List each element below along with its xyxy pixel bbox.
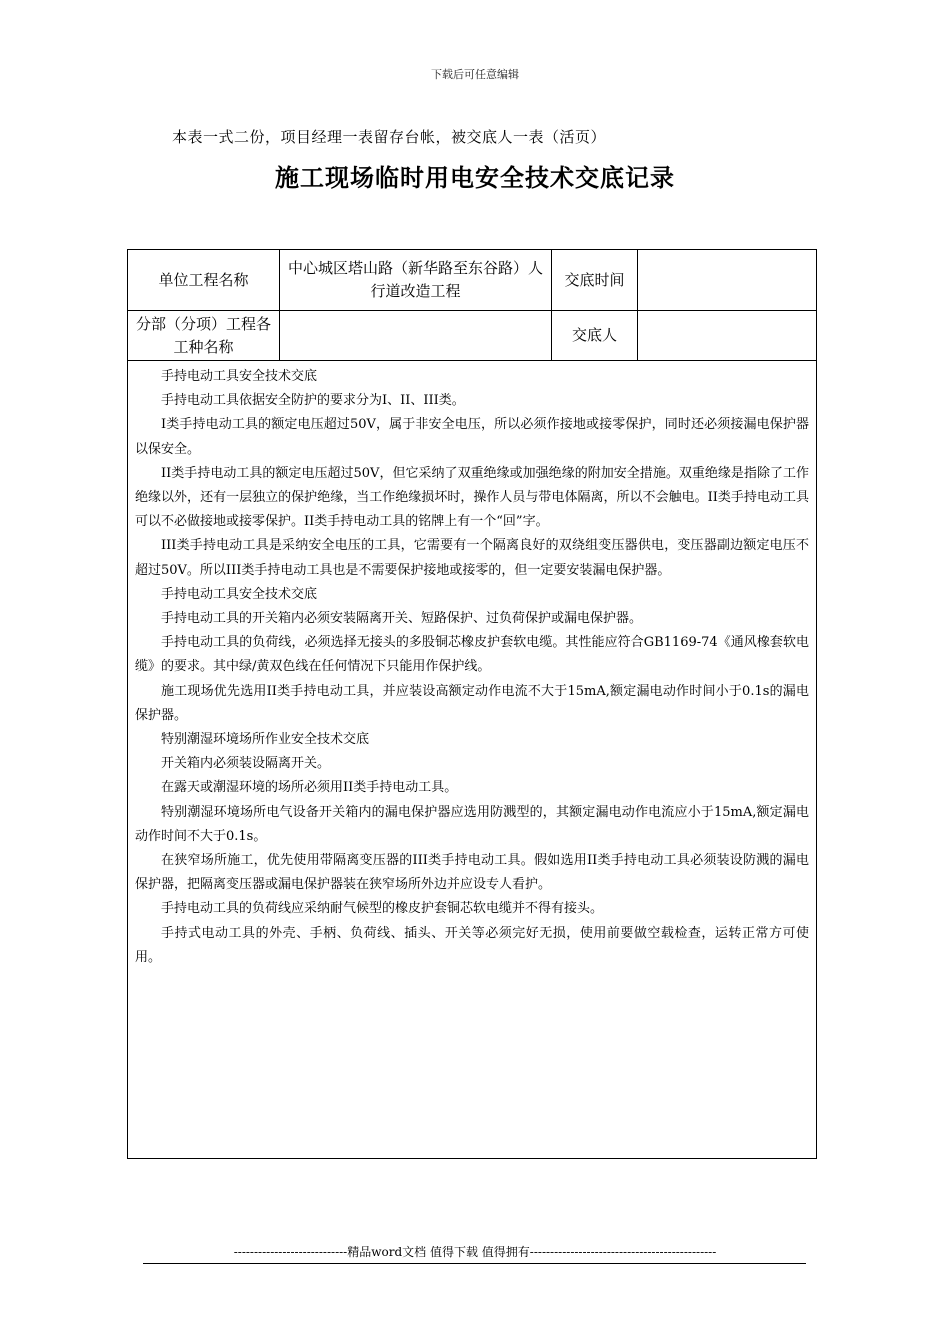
handover-person-label: 交底人 — [552, 311, 638, 361]
content-paragraph: III类手持电动工具是采纳安全电压的工具，它需要有一个隔离良好的双绕组变压器供电，变压器副边额定电压不超过50V。所以III类手持电动工具也是不需要保护接地或接零的，但一定要安装漏电保护器。 — [135, 538, 809, 578]
content-paragraph: 手持电动工具依据安全防护的要求分为I、II、III类。 — [161, 393, 465, 409]
content-paragraph: 手持电动工具的开关箱内必须安装隔离开关、短路保护、过负荷保护或漏电保护器。 — [161, 611, 643, 627]
table-row — [128, 361, 817, 1159]
content-paragraph: 特别潮湿环境场所作业安全技术交底 — [161, 732, 370, 748]
page-title: 施工现场临时用电安全技术交底记录 — [275, 163, 675, 192]
content-paragraph: 手持式电动工具的外壳、手柄、负荷线、插头、开关等必须完好无损，使用前要做空载检查，运转正常方可使用。 — [135, 925, 809, 965]
content-paragraph: 手持电动工具的负荷线，必须选择无接头的多股铜芯橡皮护套软电缆。其性能应符合GB1169-74《通风橡套软电缆》的要求。其中绿/黄双色线在任何情况下只能用作保护线。 — [135, 635, 809, 675]
sub-project-label: 分部（分项）工程各工种名称 — [128, 311, 280, 361]
footer-divider — [143, 1263, 806, 1264]
table-row — [128, 250, 817, 311]
content-paragraph: I类手持电动工具的额定电压超过50V，属于非安全电压，所以必须作接地或接零保护，同时还必须接漏电保护器以保安全。 — [135, 417, 809, 457]
header-note: 下载后可任意编辑 — [431, 68, 519, 81]
handover-content — [128, 361, 817, 1159]
intro-line: 本表一式二份，项目经理一表留存台帐，被交底人一表（活页） — [172, 128, 607, 146]
sub-project-value[interactable] — [280, 311, 552, 361]
content-paragraph: 在露天或潮湿环境的场所必须用II类手持电动工具。 — [161, 780, 458, 796]
footer-text: ----------------------------精品word文档 值得下载 值得拥有---------------------------------------------- — [233, 1245, 717, 1259]
content-paragraph: 手持电动工具安全技术交底 — [161, 586, 318, 602]
content-paragraph: 施工现场优先选用II类手持电动工具，并应装设高额定动作电流不大于15mA,额定漏电动作时间小于0.1s的漏电保护器。 — [135, 683, 809, 723]
handover-time-label: 交底时间 — [552, 250, 638, 311]
content-paragraph: 手持电动工具安全技术交底 — [161, 369, 318, 384]
content-paragraph: 开关箱内必须装设隔离开关。 — [161, 756, 331, 772]
unit-project-label: 单位工程名称 — [128, 250, 280, 311]
handover-person-value[interactable] — [638, 311, 817, 361]
handover-time-value[interactable] — [638, 250, 817, 311]
content-paragraph: 手持电动工具的负荷线应采纳耐气候型的橡皮护套铜芯软电缆并不得有接头。 — [161, 901, 604, 917]
table-row — [128, 311, 817, 361]
content-paragraph: II类手持电动工具的额定电压超过50V，但它采纳了双重绝缘或加强绝缘的附加安全措施。双重绝缘是指除了工作绝缘以外，还有一层独立的保护绝缘，当工作绝缘损坏时，操作人员与带电体隔离，所以不会触电。II类手持电动工具可以不必做接地或接零保护。II类手持电动工具的铭牌上有一个“回”字。 — [135, 465, 809, 530]
content-paragraph: 特别潮湿环境场所电气设备开关箱内的漏电保护器应选用防溅型的，其额定漏电动作电流应小于15mA,额定漏电动作时间不大于0.1s。 — [135, 804, 809, 844]
handover-record-table — [127, 249, 817, 1159]
unit-project-value: 中心城区塔山路（新华路至东谷路）人行道改造工程 — [280, 250, 552, 311]
content-paragraph: 在狭窄场所施工，优先使用带隔离变压器的III类手持电动工具。假如选用II类手持电动工具必须装设防溅的漏电保护器，把隔离变压器或漏电保护器装在狭窄场所外边并应设专人看护。 — [135, 853, 809, 893]
